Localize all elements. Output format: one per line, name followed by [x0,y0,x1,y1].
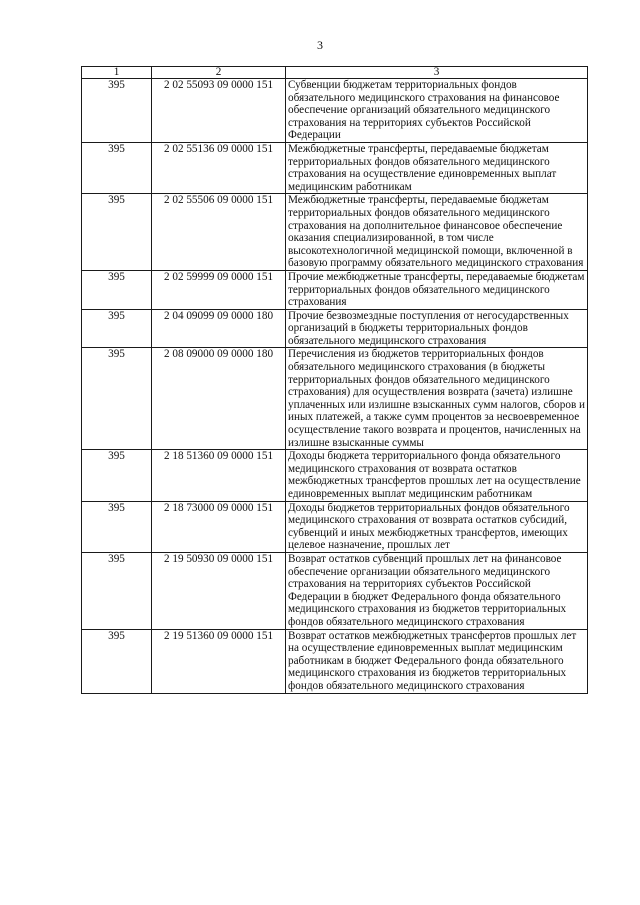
budget-code-cell: 2 19 51360 09 0000 151 [152,629,286,693]
budget-code-cell: 2 18 73000 09 0000 151 [152,501,286,552]
admin-code-cell: 395 [82,194,152,271]
budget-codes-table [81,66,588,694]
admin-code-cell: 395 [82,552,152,629]
admin-code-cell: 395 [82,270,152,309]
budget-code-cell: 2 19 50930 09 0000 151 [152,552,286,629]
income-name-cell: Субвенции бюджетам территориальных фондов обязательного медицинского страхования на финансовое обеспечение организаций обязательного медицинского страхования на территориях субъектов Российской Федерации [286,79,588,143]
income-name-cell: Прочие межбюджетные трансферты, передаваемые бюджетам территориальных фондов обязательного медицинского страхования [286,270,588,309]
table-row [82,270,588,309]
table-row [82,309,588,348]
income-name-cell: Межбюджетные трансферты, передаваемые бюджетам территориальных фондов обязательного медицинского страхования на дополнительное финансовое обеспечение оказания специализированной, в том числе высокотехнологичной медицинской помощи, включенной в базовую программу обязательного медицинского страхования [286,194,588,271]
budget-code-cell: 2 18 51360 09 0000 151 [152,450,286,501]
table-row [82,501,588,552]
income-name-cell: Перечисления из бюджетов территориальных фондов обязательного медицинского страхования (в бюджеты территориальных фондов обязательного медицинского страхования) для осуществления возврата (зачета) излишне уплаченных или излишне взысканных сумм налогов, сборов и иных платежей, а также сумм процентов за несвоевременное осуществление такого возврата и процентов, начисленных на излишне взысканные суммы [286,348,588,450]
budget-code-cell: 2 08 09000 09 0000 180 [152,348,286,450]
admin-code-cell: 395 [82,450,152,501]
table-header [82,67,588,79]
admin-code-cell: 395 [82,629,152,693]
budget-code-cell: 2 02 55506 09 0000 151 [152,194,286,271]
admin-code-cell: 395 [82,142,152,193]
budget-code-cell: 2 04 09099 09 0000 180 [152,309,286,348]
income-name-cell: Возврат остатков межбюджетных трансфертов прошлых лет на осуществление единовременных выплат медицинским работникам в бюджет Федерального фонда обязательного медицинского страхования из бюджетов территориальных фондов обязательного медицинского страхования [286,629,588,693]
table-row [82,348,588,450]
table-row [82,552,588,629]
income-name-cell: Межбюджетные трансферты, передаваемые бюджетам территориальных фондов обязательного медицинского страхования на осуществление единовременных выплат медицинским работникам [286,142,588,193]
admin-code-cell: 395 [82,501,152,552]
income-name-cell: Прочие безвозмездные поступления от негосударственных организаций в бюджеты территориальных фондов обязательного медицинского страхования [286,309,588,348]
income-name-cell: Доходы бюджета территориального фонда обязательного медицинского страхования от возврата остатков межбюджетных трансфертов прошлых лет на осуществление единовременных выплат медицинским работникам [286,450,588,501]
table-row [82,194,588,271]
table-row [82,142,588,193]
page-number: 3 [317,38,323,52]
table-body [82,79,588,694]
budget-code-cell: 2 02 59999 09 0000 151 [152,270,286,309]
income-name-cell: Возврат остатков субвенций прошлых лет на финансовое обеспечение организации обязательного медицинского страхования на территориях субъектов Российской Федерации в бюджет Федерального фонда обязательного медицинского страхования из бюджетов территориальных фондов обязательного медицинского страхования [286,552,588,629]
income-name-cell: Доходы бюджетов территориальных фондов обязательного медицинского страхования от возврата остатков субсидий, субвенций и иных межбюджетных трансфертов, имеющих целевое назначение, прошлых лет [286,501,588,552]
header-col-2: 2 [152,67,286,79]
admin-code-cell: 395 [82,348,152,450]
admin-code-cell: 395 [82,79,152,143]
admin-code-cell: 395 [82,309,152,348]
table-row [82,629,588,693]
header-row [82,67,588,79]
budget-code-cell: 2 02 55136 09 0000 151 [152,142,286,193]
header-col-3: 3 [286,67,588,79]
header-col-1: 1 [82,67,152,79]
table-row [82,79,588,143]
budget-code-cell: 2 02 55093 09 0000 151 [152,79,286,143]
table-row [82,450,588,501]
